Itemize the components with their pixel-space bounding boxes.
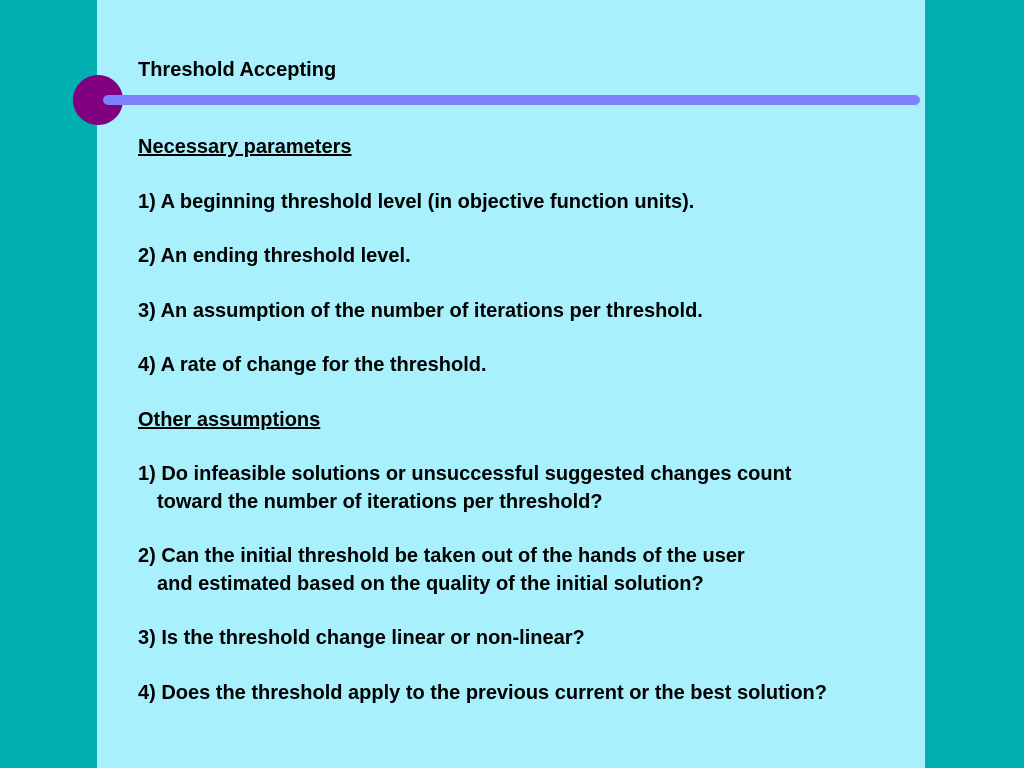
assumption-item-1: 1) Do infeasible solutions or unsuccessful suggested changes count bbox=[138, 463, 792, 485]
parameter-item-4: 4) A rate of change for the threshold. bbox=[138, 354, 487, 376]
parameter-item-1: 1) A beginning threshold level (in objective function units). bbox=[138, 191, 695, 213]
slide-title: Threshold Accepting bbox=[138, 59, 337, 81]
parameter-item-3: 3) An assumption of the number of iterations per threshold. bbox=[138, 300, 703, 322]
assumption-item-4: 4) Does the threshold apply to the previous current or the best solution? bbox=[138, 682, 827, 704]
assumption-item-1-continuation: toward the number of iterations per threshold? bbox=[157, 491, 603, 513]
section-heading-necessary-parameters: Necessary parameters bbox=[138, 136, 352, 158]
parameter-item-2: 2) An ending threshold level. bbox=[138, 245, 411, 267]
assumption-item-2: 2) Can the initial threshold be taken out of the hands of the user bbox=[138, 545, 745, 567]
slide-panel bbox=[97, 0, 925, 768]
assumption-item-3: 3) Is the threshold change linear or non-linear? bbox=[138, 627, 585, 649]
assumption-item-2-continuation: and estimated based on the quality of the initial solution? bbox=[157, 573, 704, 595]
section-heading-other-assumptions: Other assumptions bbox=[138, 409, 321, 431]
title-underline-bar bbox=[103, 95, 920, 105]
